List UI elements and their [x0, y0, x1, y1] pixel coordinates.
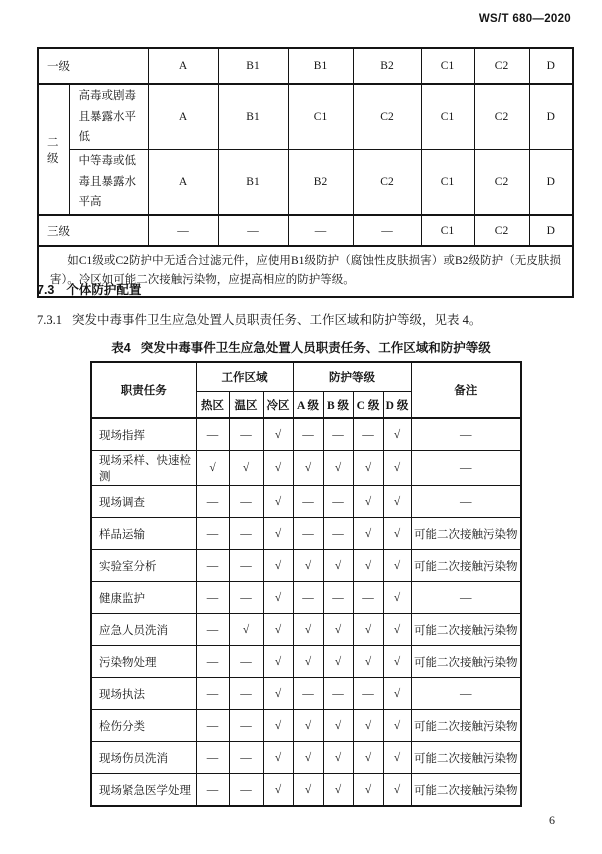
header-zone: 冷区 — [263, 392, 293, 419]
header-task: 职责任务 — [91, 362, 196, 418]
cell: √ — [263, 486, 293, 518]
task-cell: 健康监护 — [91, 582, 196, 614]
task-cell: 样品运输 — [91, 518, 196, 550]
cell: — — [293, 486, 323, 518]
header-level: D 级 — [383, 392, 411, 419]
cell: √ — [263, 774, 293, 807]
cell: C1 — [421, 84, 474, 150]
cell: √ — [263, 582, 293, 614]
header-remark: 备注 — [411, 362, 521, 418]
cell: B1 — [218, 48, 288, 84]
header-level: B 级 — [323, 392, 353, 419]
task-cell: 现场采样、快速检测 — [91, 451, 196, 486]
header-level: A 级 — [293, 392, 323, 419]
cell: — — [196, 710, 229, 742]
table-header-row — [91, 362, 521, 392]
remark-cell: 可能二次接触污染物 — [411, 774, 521, 807]
cell: B1 — [288, 48, 353, 84]
cell: A — [148, 84, 218, 150]
cell: √ — [383, 678, 411, 710]
cell: √ — [353, 742, 383, 774]
remark-cell: 可能二次接触污染物 — [411, 550, 521, 582]
table-row — [91, 774, 521, 807]
cell: — — [196, 646, 229, 678]
cell: C1 — [421, 215, 474, 246]
cell: √ — [383, 518, 411, 550]
table-row — [91, 582, 521, 614]
cell: √ — [323, 614, 353, 646]
remark-cell: — — [411, 678, 521, 710]
section-heading — [37, 280, 141, 298]
cell: √ — [383, 614, 411, 646]
cell: C2 — [474, 84, 529, 150]
task-cell: 应急人员洗消 — [91, 614, 196, 646]
duty-protection-table — [90, 361, 522, 807]
cell: C1 — [288, 84, 353, 150]
cell: √ — [293, 646, 323, 678]
protection-level-table — [37, 47, 574, 298]
table-row — [38, 150, 573, 216]
remark-cell: 可能二次接触污染物 — [411, 710, 521, 742]
task-cell: 实验室分析 — [91, 550, 196, 582]
cell: — — [293, 418, 323, 451]
cell: — — [229, 582, 263, 614]
cell: √ — [383, 486, 411, 518]
table-note: 如C1级或C2防护中无适合过滤元件，应使用B1级防护（腐蚀性皮肤损害）或B2级防护（无皮肤损害）。冷区如可能二次接触污染物，应提高相应的防护等级。 — [38, 246, 573, 297]
cell: √ — [293, 742, 323, 774]
cell: B2 — [288, 150, 353, 216]
cell: √ — [383, 550, 411, 582]
task-cell: 现场调查 — [91, 486, 196, 518]
cell: — — [353, 418, 383, 451]
cell: — — [293, 678, 323, 710]
cell: — — [229, 418, 263, 451]
remark-cell: — — [411, 582, 521, 614]
task-cell: 现场指挥 — [91, 418, 196, 451]
level-label-cell: 三级 — [38, 215, 148, 246]
cell: B1 — [218, 84, 288, 150]
table-row — [91, 451, 521, 486]
cell: — — [218, 215, 288, 246]
table-row — [91, 518, 521, 550]
cell: √ — [323, 774, 353, 807]
remark-cell: 可能二次接触污染物 — [411, 742, 521, 774]
cell: — — [353, 582, 383, 614]
condition-cell: 高毒或剧毒且暴露水平低 — [69, 84, 148, 150]
cell: √ — [263, 418, 293, 451]
table-row — [91, 646, 521, 678]
cell: — — [293, 582, 323, 614]
clause-paragraph — [37, 310, 481, 328]
section-title: 个体防护配置 — [66, 283, 142, 297]
cell: — — [323, 486, 353, 518]
cell: √ — [353, 486, 383, 518]
clause-number: 7.3.1 — [37, 313, 62, 327]
cell: — — [229, 550, 263, 582]
cell: D — [529, 84, 573, 150]
cell: — — [196, 486, 229, 518]
table-row — [91, 418, 521, 451]
cell: √ — [229, 451, 263, 486]
cell: C2 — [353, 150, 421, 216]
cell: B1 — [218, 150, 288, 216]
cell: √ — [263, 518, 293, 550]
cell: — — [229, 774, 263, 807]
standard-code: WS/T 680—2020 — [478, 13, 571, 25]
cell: √ — [323, 646, 353, 678]
cell: C2 — [474, 48, 529, 84]
header-work-area: 工作区域 — [196, 362, 293, 392]
cell: √ — [293, 550, 323, 582]
cell: — — [196, 742, 229, 774]
section-number: 7.3 — [37, 283, 55, 297]
header-protection-level: 防护等级 — [293, 362, 411, 392]
cell: C2 — [474, 215, 529, 246]
remark-cell: — — [411, 486, 521, 518]
cell: — — [323, 678, 353, 710]
cell: — — [196, 582, 229, 614]
cell: √ — [353, 451, 383, 486]
cell: — — [323, 418, 353, 451]
remark-cell: 可能二次接触污染物 — [411, 518, 521, 550]
remark-cell: 可能二次接触污染物 — [411, 614, 521, 646]
page-number: 6 — [549, 813, 555, 827]
table-row — [91, 614, 521, 646]
cell: — — [196, 518, 229, 550]
cell: A — [148, 150, 218, 216]
table-row — [38, 215, 573, 246]
cell: — — [229, 678, 263, 710]
cell: √ — [196, 451, 229, 486]
remark-cell: — — [411, 451, 521, 486]
cell: — — [196, 418, 229, 451]
cell: C2 — [353, 84, 421, 150]
clause-text: 突发中毒事件卫生应急处置人员职责任务、工作区域和防护等级，见表 4。 — [72, 313, 482, 327]
cell: √ — [263, 550, 293, 582]
task-cell: 现场执法 — [91, 678, 196, 710]
task-cell: 现场紧急医学处理 — [91, 774, 196, 807]
cell: — — [353, 215, 421, 246]
table-row — [91, 742, 521, 774]
table-row — [91, 710, 521, 742]
cell: √ — [383, 742, 411, 774]
cell: √ — [353, 710, 383, 742]
table-row — [91, 550, 521, 582]
cell: √ — [263, 710, 293, 742]
cell: √ — [383, 710, 411, 742]
cell: √ — [323, 710, 353, 742]
cell: √ — [353, 518, 383, 550]
cell: √ — [263, 742, 293, 774]
cell: √ — [353, 550, 383, 582]
cell: B2 — [353, 48, 421, 84]
cell: √ — [263, 678, 293, 710]
task-cell: 污染物处理 — [91, 646, 196, 678]
header-level: C 级 — [353, 392, 383, 419]
cell: √ — [263, 451, 293, 486]
cell: A — [148, 48, 218, 84]
table4-caption — [0, 338, 602, 356]
cell: √ — [323, 742, 353, 774]
cell: C1 — [421, 48, 474, 84]
cell: — — [196, 774, 229, 807]
cell: √ — [323, 451, 353, 486]
cell: — — [229, 518, 263, 550]
cell: — — [229, 710, 263, 742]
cell: √ — [293, 451, 323, 486]
level-label-cell: 一级 — [38, 48, 148, 84]
cell: √ — [353, 614, 383, 646]
table4-caption-text: 突发中毒事件卫生应急处置人员职责任务、工作区域和防护等级 — [140, 341, 491, 355]
cell: — — [196, 614, 229, 646]
header-zone: 温区 — [229, 392, 263, 419]
cell: √ — [383, 646, 411, 678]
table-row — [91, 678, 521, 710]
cell: √ — [293, 710, 323, 742]
table-row — [38, 84, 573, 150]
cell: — — [353, 678, 383, 710]
cell: √ — [263, 646, 293, 678]
cell: — — [293, 518, 323, 550]
cell: √ — [383, 774, 411, 807]
cell: C2 — [474, 150, 529, 216]
cell: — — [148, 215, 218, 246]
task-cell: 现场伤员洗消 — [91, 742, 196, 774]
header-zone: 热区 — [196, 392, 229, 419]
cell: D — [529, 48, 573, 84]
cell: √ — [293, 614, 323, 646]
cell: — — [323, 582, 353, 614]
cell: — — [196, 550, 229, 582]
table4-caption-label: 表4 — [111, 341, 131, 355]
cell: √ — [383, 582, 411, 614]
remark-cell: — — [411, 418, 521, 451]
cell: C1 — [421, 150, 474, 216]
cell: — — [288, 215, 353, 246]
cell: √ — [383, 418, 411, 451]
cell: √ — [353, 646, 383, 678]
remark-cell: 可能二次接触污染物 — [411, 646, 521, 678]
cell: — — [323, 518, 353, 550]
cell: √ — [323, 550, 353, 582]
cell: — — [229, 742, 263, 774]
level-label-cell: 二级 — [38, 84, 69, 215]
condition-cell: 中等毒或低毒且暴露水平高 — [69, 150, 148, 216]
cell: √ — [263, 614, 293, 646]
cell: √ — [229, 614, 263, 646]
table-row — [38, 48, 573, 84]
cell: √ — [383, 451, 411, 486]
table-row — [91, 486, 521, 518]
task-cell: 检伤分类 — [91, 710, 196, 742]
cell: — — [196, 678, 229, 710]
cell: — — [229, 646, 263, 678]
cell: D — [529, 215, 573, 246]
cell: √ — [293, 774, 323, 807]
cell: D — [529, 150, 573, 216]
cell: — — [229, 486, 263, 518]
cell: √ — [353, 774, 383, 807]
